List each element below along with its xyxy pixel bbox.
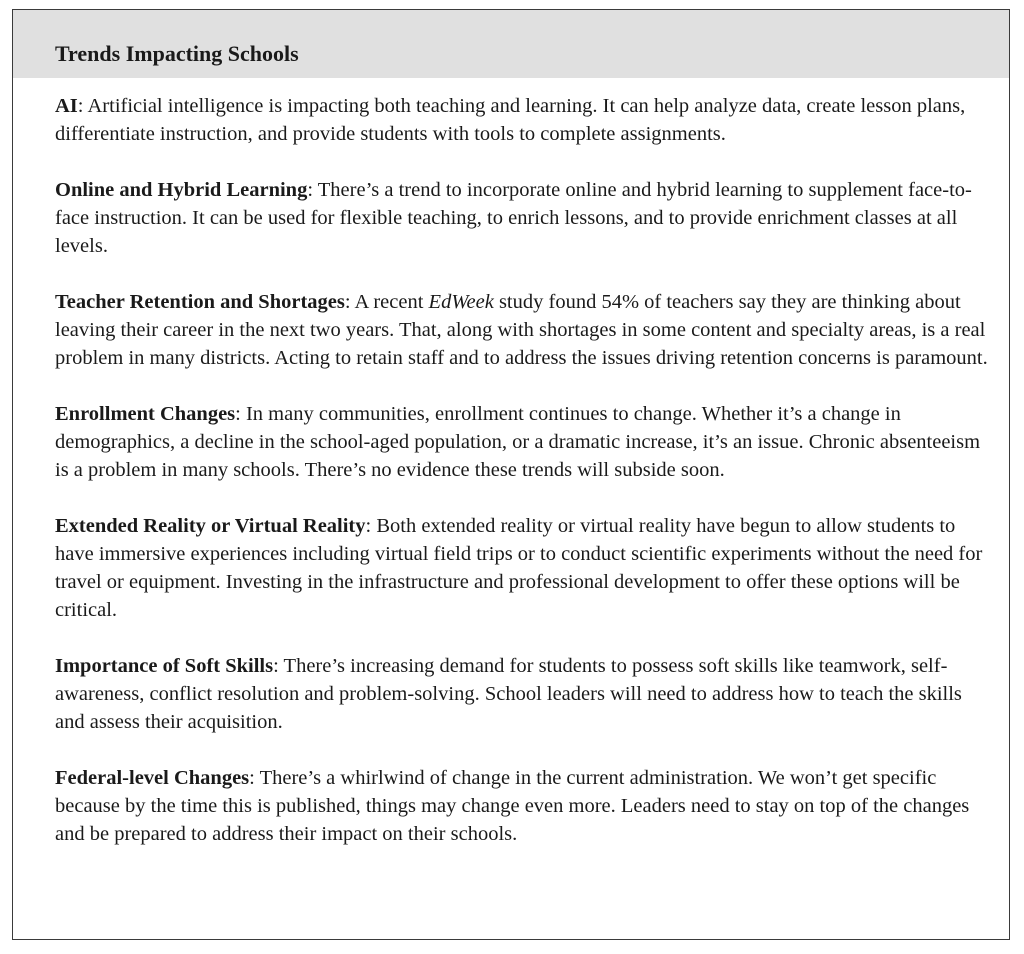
trend-title: Online and Hybrid Learning	[55, 179, 308, 201]
box-title: Trends Impacting Schools	[55, 41, 299, 66]
trends-sidebar-box	[12, 9, 1010, 940]
trend-item-ai	[55, 92, 989, 148]
trend-text-before: : A recent	[344, 291, 429, 313]
trend-text: : Artificial intelligence is impacting both teaching and learning. It can help analyze data, create lesson plans, differentiate instruction, and provide students with tools to complete assignments.	[55, 95, 966, 145]
trend-title: Federal-level Changes	[55, 767, 250, 789]
trend-title: Teacher Retention and Shortages	[55, 291, 345, 313]
trend-text: : There’s a whirlwind of change in the current administration. We won’t get specific because by the time this is published, things may change even more. Leaders need to stay on top of the changes and be prepared to address their impact on their schools.	[55, 767, 970, 845]
box-header	[13, 10, 1009, 78]
trend-text: : There’s increasing demand for students to possess soft skills like teamwork, self-awareness, conflict resolution and problem-solving. School leaders will need to address how to teach the skills and assess their acquisition.	[55, 655, 962, 733]
trend-item-federal	[55, 764, 989, 848]
trend-text: : Both extended reality or virtual reality have begun to allow students to have immersive experiences including virtual field trips or to conduct scientific experiments without the need for travel or equipment. Investing in the infrastructure and professional development to offer these options will be critical.	[55, 515, 983, 621]
box-content	[13, 78, 1009, 848]
trend-title: Extended Reality or Virtual Reality	[55, 515, 366, 537]
trend-title: AI	[55, 95, 78, 117]
trend-item-enrollment	[55, 400, 989, 484]
publication-name: EdWeek	[428, 291, 494, 313]
trend-item-extended-reality	[55, 512, 989, 624]
trend-item-soft-skills	[55, 652, 989, 736]
trend-text: : There’s a trend to incorporate online and hybrid learning to supplement face-to-face instruction. It can be used for flexible teaching, to enrich lessons, and to provide enrichment classes at all levels.	[55, 179, 972, 257]
trend-title: Enrollment Changes	[55, 403, 236, 425]
trend-title: Importance of Soft Skills	[55, 655, 274, 677]
trend-item-online-hybrid	[55, 176, 989, 260]
trend-text: study found 54% of teachers say they are thinking about leaving their career in the next two years. That, along with shortages in some content and specialty areas, is a real problem in many districts. Acting to retain staff and to address the issues driving retention concerns is paramount.	[55, 291, 988, 369]
trend-text: : In many communities, enrollment continues to change. Whether it’s a change in demographics, a decline in the school-aged population, or a dramatic increase, it’s an issue. Chronic absenteeism is a problem in many schools. There’s no evidence these trends will subside soon.	[55, 403, 981, 481]
trend-item-teacher-retention	[55, 288, 989, 372]
